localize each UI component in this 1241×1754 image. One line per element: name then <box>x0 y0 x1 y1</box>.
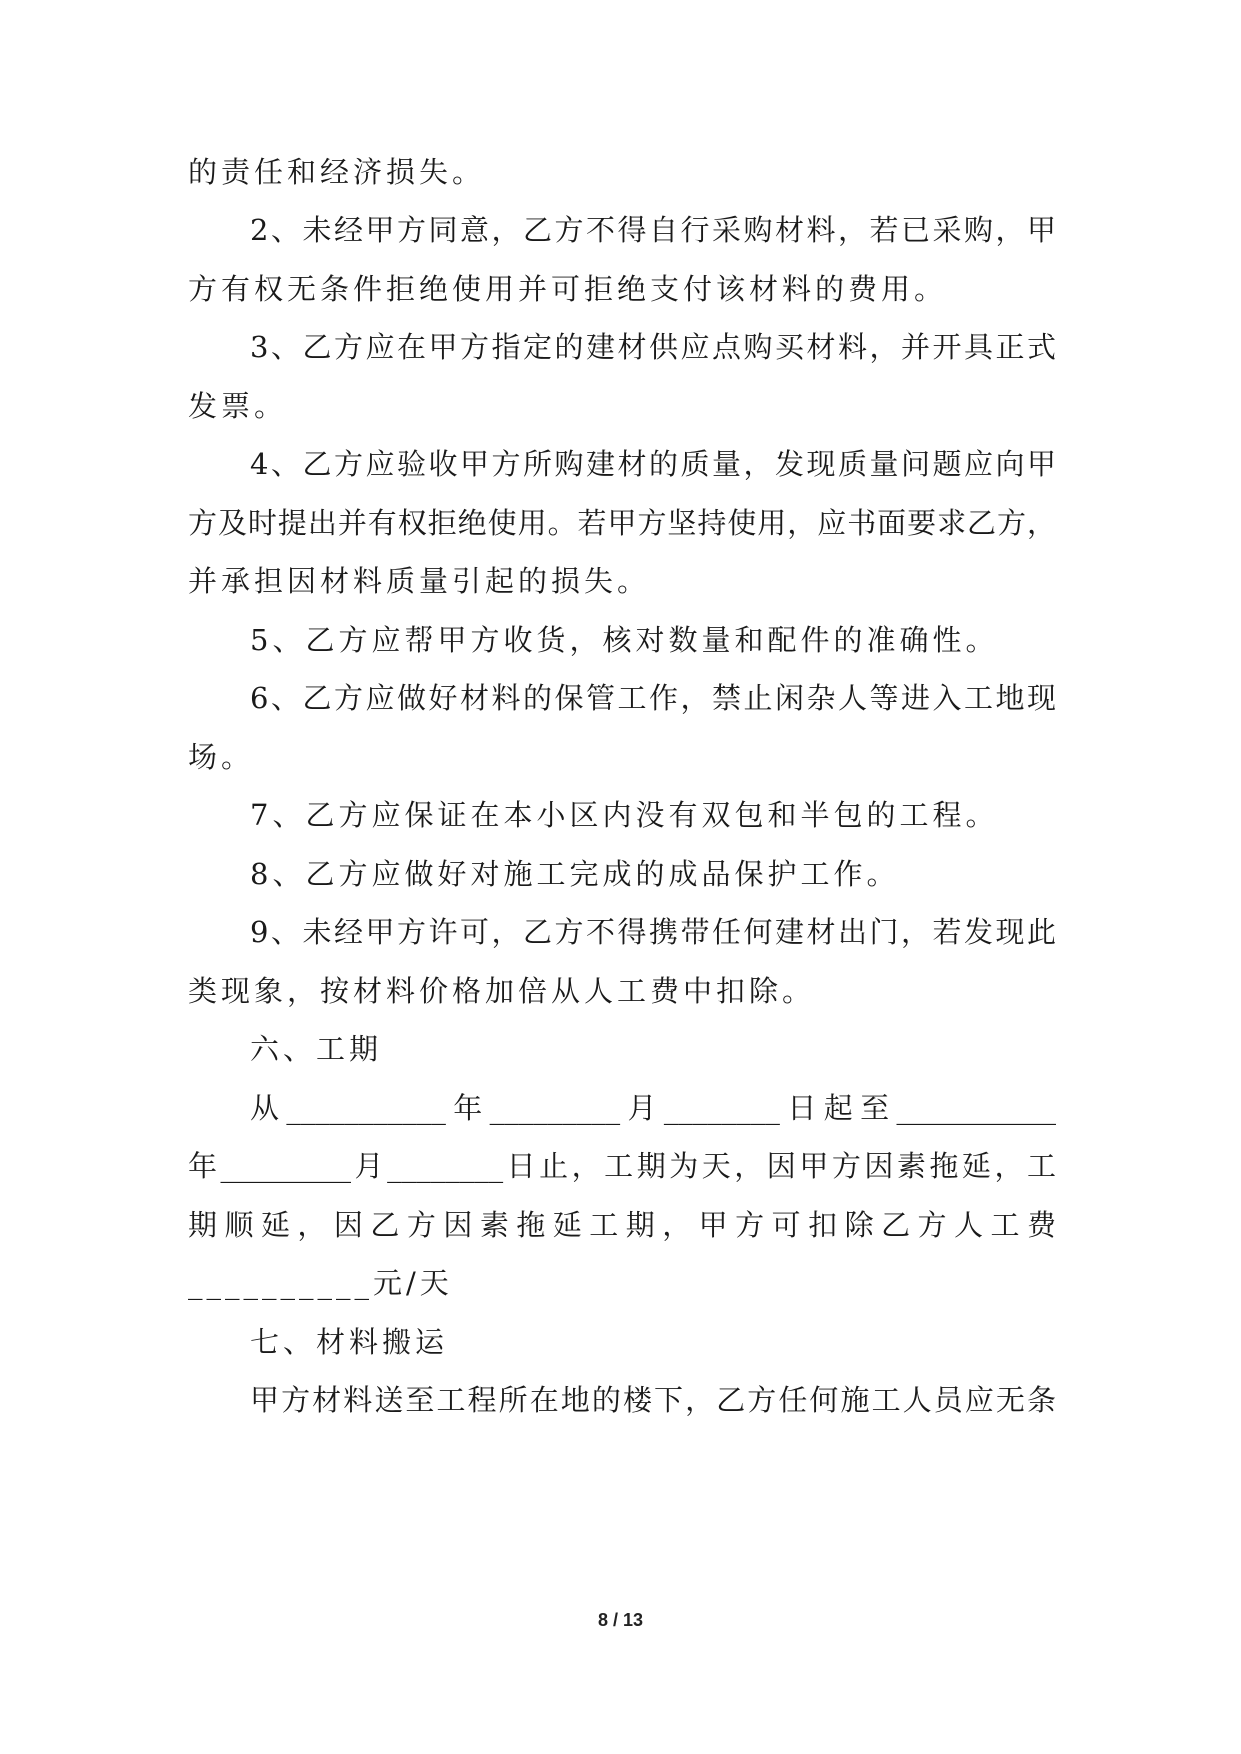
text-line: 并承担因材料质量引起的损失。 <box>188 564 651 598</box>
text-line: 期顺延，因乙方因素拖延工期，甲方可扣除乙方人工费 <box>188 1208 1056 1242</box>
text-line: 发票。 <box>188 389 288 423</box>
text-line: 6、乙方应做好材料的保管工作，禁止闲杂人等进入工地现 <box>250 681 1056 715</box>
text-line: __________元/天 <box>188 1266 453 1300</box>
text-line: 甲方材料送至工程所在地的楼下，乙方任何施工人员应无条 <box>250 1383 1056 1417</box>
text-line: 9、未经甲方许可，乙方不得携带任何建材出门，若发现此 <box>250 915 1056 949</box>
text-line: 类现象，按材料价格加倍从人工费中扣除。 <box>188 974 816 1008</box>
text-line: 5、乙方应帮甲方收货，核对数量和配件的准确性。 <box>250 623 999 657</box>
text-line: 4、乙方应验收甲方所购建材的质量，发现质量问题应向甲 <box>250 447 1056 481</box>
section-heading: 七、材料搬运 <box>250 1325 449 1359</box>
text-line: 7、乙方应保证在本小区内没有双包和半包的工程。 <box>250 798 999 832</box>
text-line: 方及时提出并有权拒绝使用。若甲方坚持使用，应书面要求乙方， <box>188 506 1056 540</box>
text-line: 3、乙方应在甲方指定的建材供应点购买材料，并开具正式 <box>250 330 1056 364</box>
text-line: 场。 <box>188 740 255 774</box>
text-line: 的责任和经济损失。 <box>188 155 486 189</box>
text-line: 方有权无条件拒绝使用并可拒绝支付该材料的费用。 <box>188 272 948 306</box>
page-number: 8 / 13 <box>597 1610 644 1630</box>
text-line: 8、乙方应做好对施工完成的成品保护工作。 <box>250 857 900 891</box>
text-line: 从___________年_________月________日起至___________ <box>250 1091 1056 1125</box>
text-line: 年_________月________日止，工期为天，因甲方因素拖延，工 <box>188 1149 1056 1183</box>
section-heading: 六、工期 <box>250 1032 383 1066</box>
text-line: 2、未经甲方同意，乙方不得自行采购材料，若已采购，甲 <box>250 213 1056 247</box>
